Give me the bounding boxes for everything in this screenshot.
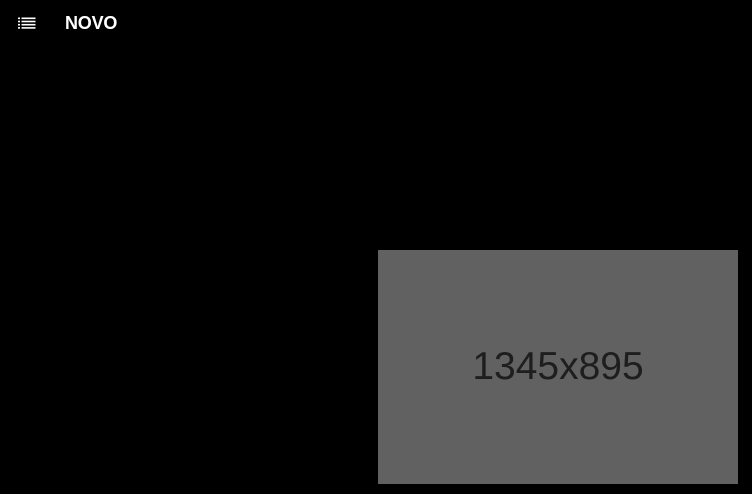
list-menu-icon [18, 17, 36, 29]
image-placeholder-label: 1345x895 [472, 345, 644, 388]
site-logo[interactable]: NOVO [65, 13, 118, 33]
menu-button[interactable] [14, 12, 40, 34]
top-header [0, 0, 752, 46]
hero-image-placeholder [378, 250, 738, 484]
